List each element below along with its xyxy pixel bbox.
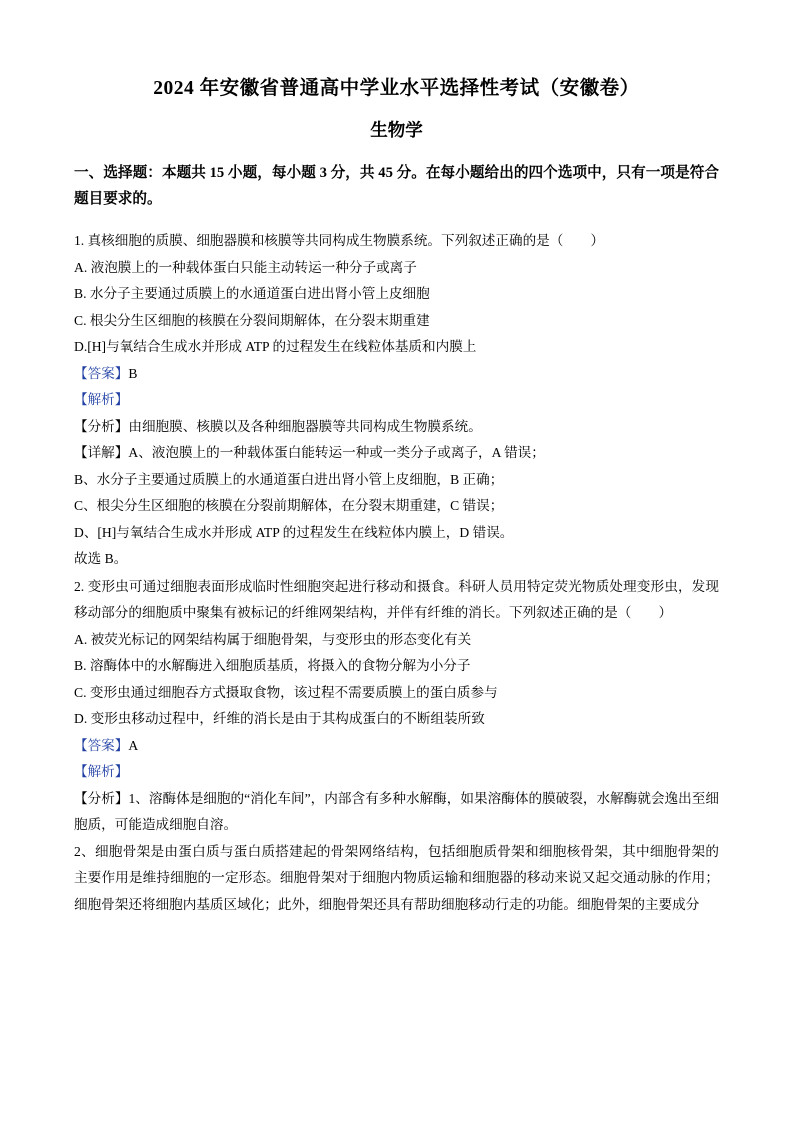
- answer-line: [74, 733, 719, 760]
- section-heading: 一、选择题：本题共 15 小题，每小题 3 分，共 45 分。在每小题给出的四个选项中，只有一项是符合题目要求的。: [74, 164, 719, 208]
- question-stem: 2. 变形虫可通过细胞表面形成临时性细胞突起进行移动和摄食。科研人员用特定荧光物质处理变形虫，发现移动部分的细胞质中聚集有被标记的纤维网架结构，并伴有纤维的消长。下列叙述正确的是（ ）: [74, 578, 719, 621]
- answer-label: 【答案】: [74, 737, 129, 753]
- question-option: C. 根尖分生区细胞的核膜在分裂间期解体，在分裂末期重建: [74, 312, 430, 328]
- question-option: B. 水分子主要通过质膜上的水通道蛋白进出肾小管上皮细胞: [74, 286, 430, 302]
- question-option: A. 被荧光标记的网架结构属于细胞骨架，与变形虫的形态变化有关: [74, 631, 472, 647]
- analysis-paragraph: B、水分子主要通过质膜上的水通道蛋白进出肾小管上皮细胞，B 正确；: [74, 471, 504, 487]
- analysis-paragraph: 【分析】1、溶酶体是细胞的“消化车间”，内部含有多种水解酶，如果溶酶体的膜破裂，水解酶就会逸出至细胞质，可能造成细胞自溶。: [74, 790, 719, 833]
- question-block-2: [74, 574, 719, 919]
- question-option: C. 变形虫通过细胞吞方式摄取食物，该过程不需要质膜上的蛋白质参与: [74, 684, 498, 700]
- answer-value: A: [128, 737, 139, 753]
- analysis-paragraph: C、根尖分生区细胞的核膜在分裂前期解体，在分裂末期重建，C 错误；: [74, 498, 504, 514]
- analysis-label: 【解析】: [74, 764, 129, 780]
- page-title: 2024 年安徽省普通高中学业水平选择性考试（安徽卷）: [153, 78, 640, 99]
- question-option: D.[H]与氧结合生成水并形成 ATP 的过程发生在线粒体基质和内膜上: [74, 339, 477, 355]
- analysis-paragraph: 2、细胞骨架是由蛋白质与蛋白质搭建起的骨架网络结构，包括细胞质骨架和细胞核骨架，其中细胞骨架的主要作用是维持细胞的一定形态。细胞骨架对于细胞内物质运输和细胞器的移动来说又起交通动脉的作用；细胞骨架还将细胞内基质区域化；此外，细胞骨架还具有帮助细胞移动行走的功能。细胞骨架的主要成分: [74, 843, 719, 912]
- analysis-paragraph: D、[H]与氧结合生成水并形成 ATP 的过程发生在线粒体内膜上，D 错误。: [74, 524, 514, 540]
- question-option: A. 液泡膜上的一种载体蛋白只能主动转运一种分子或离子: [74, 259, 417, 275]
- question-option: D. 变形虫移动过程中，纤维的消长是由于其构成蛋白的不断组装所致: [74, 711, 485, 727]
- page-subtitle: 生物学: [370, 120, 423, 141]
- analysis-paragraph: 【分析】由细胞膜、核膜以及各种细胞器膜等共同构成生物膜系统。: [74, 418, 482, 434]
- answer-value: B: [128, 365, 138, 381]
- question-stem: 1. 真核细胞的质膜、细胞器膜和核膜等共同构成生物膜系统。下列叙述正确的是（ ）: [74, 233, 605, 249]
- analysis-paragraph: 故选 B。: [74, 551, 128, 567]
- question-block-1: [74, 228, 719, 573]
- answer-label: 【答案】: [74, 365, 129, 381]
- analysis-paragraph: 【详解】A、液泡膜上的一种载体蛋白能转运一种或一类分子或离子，A 错误；: [74, 445, 545, 461]
- analysis-label: 【解析】: [74, 392, 129, 408]
- answer-line: [74, 361, 719, 388]
- question-option: B. 溶酶体中的水解酶进入细胞质基质，将摄入的食物分解为小分子: [74, 658, 471, 674]
